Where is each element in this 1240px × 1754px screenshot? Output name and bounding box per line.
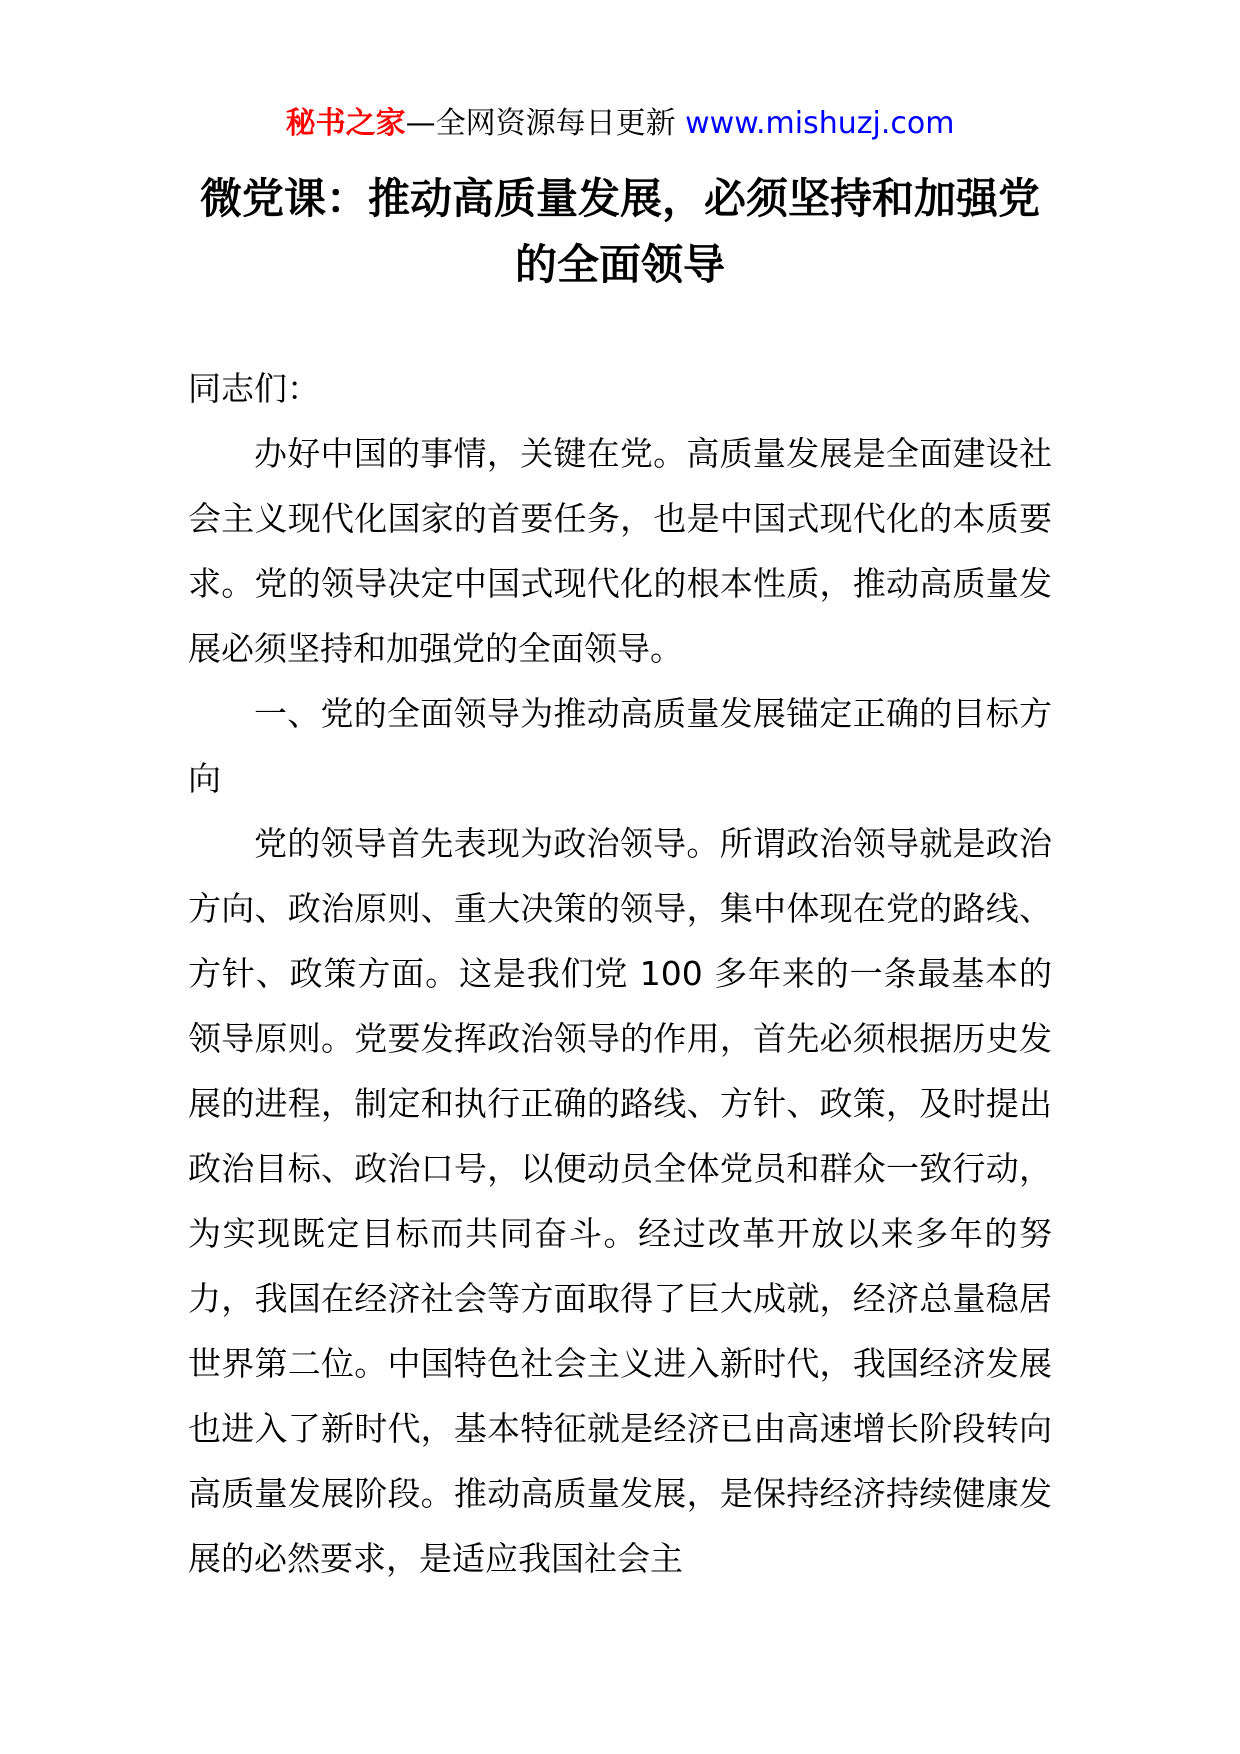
brand-name: 秘书之家 [285,106,406,141]
section-heading-1: 一、党的全面领导为推动高质量发展锚定正确的目标方向 [188,694,1052,798]
brand-tagline: —全网资源每日更新 [405,106,676,141]
paragraph-intro: 办好中国的事情，关键在党。高质量发展是全面建设社会主义现代化国家的首要任务，也是中国式现代化的本质要求。党的领导决定中国式现代化的根本性质，推动高质量发展必须坚持和加强党的全面领导。 [188,434,1052,668]
paragraph-political-leadership: 党的领导首先表现为政治领导。所谓政治领导就是政治方向、政治原则、重大决策的领导，集中体现在党的路线、方针、政策方面。这是我们党 100 多年来的一条最基本的领导原则。党要发挥政治领导的作用，首先必须根据历史发展的进程，制定和执行正确的路线、方针、政策，及时提出政治目标、政治口号，以便动员全体党员和群众一致行动，为实现既定目标而共同奋斗。经过改革开放以来多年的努力，我国在经济社会等方面取得了巨大成就，经济总量稳居世界第二位。中国特色社会主义进入新时代，我国经济发展也进入了新时代，基本特征就是经济已由高速增长阶段转向高质量发展阶段。推动高质量发展，是保持经济持续健康发展的必然要求，是适应我国社会主 [188,824,1052,1578]
document-title: 微党课：推动高质量发展，必须坚持和加强党的全面领导 [199,174,1040,289]
site-url[interactable]: www.mishuzj.com [685,106,955,141]
document-body [188,356,1052,1591]
watermark-header [0,104,1240,144]
salutation: 同志们： [188,369,320,408]
